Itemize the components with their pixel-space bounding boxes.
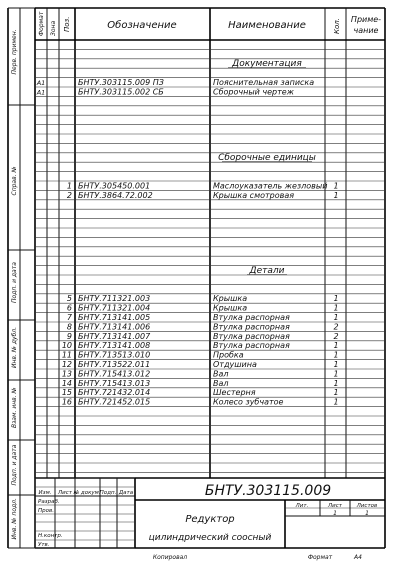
row-qty: 2	[333, 331, 339, 341]
row-designation: БНТУ.721432.014	[78, 388, 151, 398]
row-format: А1	[36, 88, 46, 97]
strip-label: Подп. и дата	[11, 444, 18, 486]
header-note-2: чание	[353, 26, 379, 35]
doc-title-2: цилиндрический соосный	[148, 533, 272, 543]
row-designation: БНТУ.305450.001	[78, 181, 151, 191]
row-designation: БНТУ.721452.015	[78, 397, 151, 407]
row-name: Пробка	[213, 350, 244, 360]
section-docs: Документация	[232, 59, 302, 70]
header-pos: Поз.	[63, 16, 71, 32]
tb-utv: Утв.	[38, 542, 50, 548]
document-code: БНТУ.303115.009	[204, 483, 332, 499]
row-name: Крышка	[213, 303, 248, 313]
footer-copied: Копировал	[152, 554, 188, 561]
row-qty: 1	[333, 181, 339, 191]
row-designation: БНТУ.715413.013	[78, 378, 151, 388]
row-designation: БНТУ.711321.004	[78, 303, 151, 313]
tb-nkontr: Н.контр.	[38, 533, 63, 539]
header-qty: Кол.	[333, 18, 341, 34]
row-name: Пояснительная записка	[213, 78, 315, 87]
row-qty: 1	[333, 303, 339, 313]
row-pos: 16	[61, 397, 72, 407]
row-pos: 5	[66, 294, 72, 304]
tb-izm: Изм.	[38, 490, 52, 496]
row-pos: 1	[66, 181, 72, 191]
strip-label: Подп. и дата	[11, 262, 18, 303]
row-name: Колесо зубчатое	[213, 397, 284, 407]
strip-label: Инв. № подл.	[11, 498, 18, 540]
tb-list: Лист	[58, 490, 72, 496]
row-name: Вал	[213, 369, 229, 379]
tb-sheets-val: 1	[365, 510, 369, 517]
tb-razrab: Разраб.	[38, 499, 60, 505]
tb-sign: Подп.	[99, 490, 117, 496]
row-qty: 1	[333, 294, 339, 304]
section-assemblies: Сборочные единицы	[218, 153, 316, 164]
row-designation: БНТУ.713522.011	[78, 360, 151, 369]
tb-sheet: Лист	[328, 503, 342, 509]
row-name: Крышка	[213, 294, 248, 304]
tb-prov: Пров.	[38, 508, 54, 514]
strip-label: Перв. примен.	[11, 29, 18, 75]
row-name: Втулка распорная	[213, 313, 290, 322]
row-qty: 2	[333, 322, 339, 332]
row-pos: 10	[61, 341, 72, 351]
row-pos: 14	[61, 378, 72, 388]
header-note: Приме-	[350, 15, 382, 24]
footer-format-val: А4	[354, 554, 362, 561]
row-pos: 13	[61, 369, 72, 379]
row-qty: 1	[333, 360, 339, 369]
row-pos: 8	[66, 322, 72, 332]
row-name: Крышка смотровая	[213, 190, 295, 200]
header-designation: Обозначение	[107, 20, 177, 31]
row-designation: БНТУ.713141.008	[78, 341, 151, 351]
row-qty: 1	[333, 378, 339, 388]
row-name: Сборочный чертеж	[213, 87, 294, 97]
header-name: Наименование	[228, 20, 306, 31]
row-name: Отдушина	[213, 360, 257, 369]
row-designation: БНТУ.713513.010	[78, 350, 151, 360]
tb-sheets: Листов	[356, 503, 378, 509]
row-qty: 1	[333, 341, 339, 351]
row-qty: 1	[333, 190, 339, 200]
tb-doc: № докум.	[73, 490, 101, 496]
footer-format: Формат	[307, 554, 333, 561]
row-designation: БНТУ.713141.007	[78, 331, 151, 341]
row-pos: 7	[66, 313, 72, 322]
doc-title-1: Редуктор	[185, 514, 235, 525]
row-designation: БНТУ.715413.012	[78, 369, 151, 379]
row-designation: БНТУ.3864.72.002	[78, 190, 153, 200]
row-designation: БНТУ.303115.002 СБ	[78, 87, 164, 97]
row-designation: БНТУ.713141.006	[78, 322, 151, 332]
strip-label: Справ. №	[11, 166, 18, 196]
row-qty: 1	[333, 313, 339, 322]
row-pos: 11	[61, 350, 72, 360]
strip-label: Взам. инв. №	[11, 387, 18, 428]
strip-label: Инв. № дубл.	[11, 326, 18, 368]
row-name: Маслоуказатель жезловый	[213, 181, 328, 191]
row-pos: 6	[66, 303, 72, 313]
row-name: Втулка распорная	[213, 331, 290, 341]
row-qty: 1	[333, 388, 339, 398]
header-format: Формат	[38, 11, 45, 36]
row-name: Втулка распорная	[213, 322, 290, 332]
row-qty: 1	[333, 369, 339, 379]
row-name: Шестерня	[213, 388, 256, 398]
row-designation: БНТУ.711321.003	[78, 294, 151, 304]
row-designation: БНТУ.713141.005	[78, 313, 151, 322]
header-zone: Зона	[50, 20, 57, 36]
row-pos: 2	[66, 190, 72, 200]
row-name: Втулка распорная	[213, 341, 290, 351]
tb-lit: Лит.	[295, 503, 309, 509]
row-qty: 1	[333, 397, 339, 407]
row-qty: 1	[333, 350, 339, 360]
tb-date: Дата	[118, 490, 134, 496]
tb-sheet-val: 1	[333, 510, 337, 517]
row-pos: 9	[66, 331, 72, 341]
row-name: Вал	[213, 378, 229, 388]
row-designation: БНТУ.303115.009 ПЗ	[78, 78, 164, 87]
row-pos: 15	[61, 388, 72, 398]
row-format: А1	[36, 79, 46, 87]
row-pos: 12	[61, 360, 72, 369]
section-parts: Детали	[249, 266, 285, 276]
